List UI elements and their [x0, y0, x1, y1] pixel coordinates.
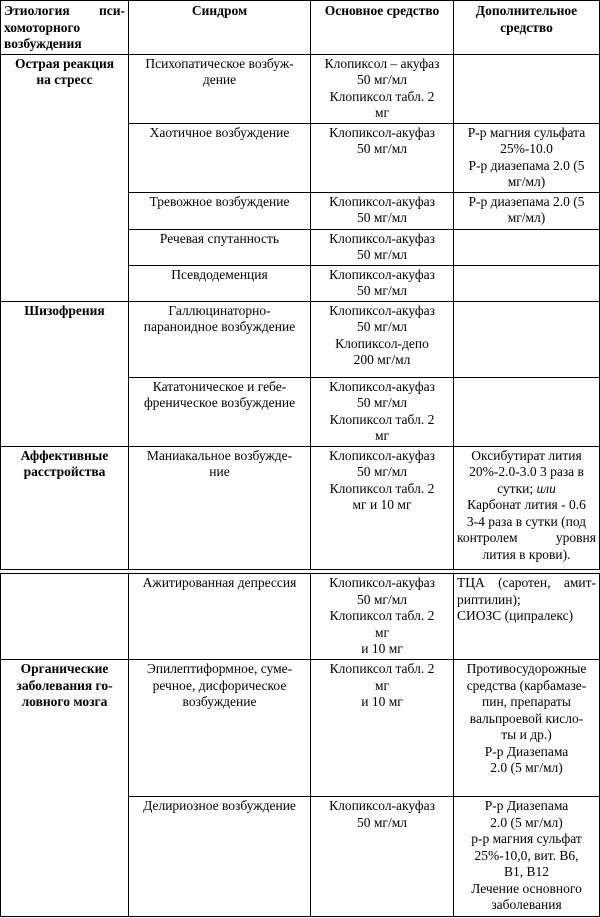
syndrome-cell: Речевая спутанность — [129, 229, 311, 265]
syndrome-cell: Ажитированная депрессия — [129, 574, 311, 660]
etiology-acute-stress: Острая реакция на стресс — [1, 54, 129, 301]
table-row — [1, 446, 600, 569]
extra-agent-cell — [454, 377, 600, 446]
main-agent-cell: Клопиксол-акуфаз 50 мг/мл — [311, 229, 454, 265]
header-extra-agent: Дополнительное средство — [454, 1, 600, 55]
header-etiology: Этиология пси- хомоторного возбуждения — [1, 1, 129, 55]
syndrome-cell: Псевдодеменция — [129, 265, 311, 301]
table-row — [1, 301, 600, 377]
syndrome-cell: Галлюцинаторно- параноидное возбуждение — [129, 301, 311, 377]
syndrome-cell: Делириозное возбуждение — [129, 797, 311, 917]
main-agent-cell: Клопиксол табл. 2 мг и 10 мг — [311, 660, 454, 797]
etiology-affective-continued — [1, 574, 129, 660]
table-row — [1, 660, 600, 797]
main-agent-cell: Клопиксол – акуфаз 50 мг/мл Клопиксол табл. 2 мг — [311, 54, 454, 123]
etiology-affective: Аффективные расстройства — [1, 446, 129, 569]
syndrome-cell: Эпилептиформное, суме- речное, дисфорическое возбуждение — [129, 660, 311, 797]
main-agent-cell: Клопиксол-акуфаз 50 мг/мл Клопиксол табл. 2 мг — [311, 377, 454, 446]
table-row — [1, 54, 600, 123]
extra-agent-cell: Р-р диазепама 2.0 (5 мг/мл) — [454, 192, 600, 229]
syndrome-cell: Маниакальное возбужде- ние — [129, 446, 311, 569]
extra-agent-cell — [454, 229, 600, 265]
syndrome-cell: Тревожное возбуждение — [129, 192, 311, 229]
main-agent-cell: Клопиксол-акуфаз 50 мг/мл — [311, 123, 454, 192]
extra-agent-cell: Р-р магния сульфата 25%-10.0 Р-р диазепама 2.0 (5 мг/мл) — [454, 123, 600, 192]
main-agent-cell: Клопиксол-акуфаз 50 мг/мл — [311, 265, 454, 301]
extra-agent-cell — [454, 265, 600, 301]
main-agent-cell: Клопиксол-акуфаз 50 мг/мл — [311, 797, 454, 917]
main-agent-cell: Клопиксол-акуфаз 50 мг/мл Клопиксол табл. 2 мг и 10 мг — [311, 446, 454, 569]
extra-agent-cell: Р-р Диазепама 2.0 (5 мг/мл) р-р магния сульфат 25%-10,0, вит. В6, В1, В12 Лечение основного заболевания — [454, 797, 600, 917]
main-agent-cell: Клопиксол-акуфаз 50 мг/мл Клопиксол-депо 200 мг/мл — [311, 301, 454, 377]
extra-agent-cell — [454, 301, 600, 377]
etiology-organic-brain: Органические заболевания го- ловного мозга — [1, 660, 129, 917]
treatment-table-part-2 — [0, 573, 600, 917]
header-main-agent: Основное средство — [311, 1, 454, 55]
extra-agent-cell: ТЦА (саротен, амит- риптилин); СИОЗС (ципралекс) — [454, 574, 600, 660]
syndrome-cell: Психопатическое возбуж- дение — [129, 54, 311, 123]
extra-agent-cell: Оксибутират лития 20%-2.0-3.0 3 раза в сутки; или Карбонат лития - 0.6 3-4 раза в сутки (под контролем уровня лития в крови). — [454, 446, 600, 569]
extra-agent-cell: Противосудорожные средства (карбамазе- пин, препараты вальпроевой кисло- ты и др.) Р-р Диазепама 2.0 (5 мг/мл) — [454, 660, 600, 797]
header-syndrome: Синдром — [129, 1, 311, 55]
etiology-schizophrenia: Шизофрения — [1, 301, 129, 446]
table-header-row — [1, 1, 600, 55]
syndrome-cell: Кататоническое и гебе- френическое возбуждение — [129, 377, 311, 446]
main-agent-cell: Клопиксол-акуфаз 50 мг/мл — [311, 192, 454, 229]
syndrome-cell: Хаотичное возбуждение — [129, 123, 311, 192]
table-row — [1, 574, 600, 660]
main-agent-cell: Клопиксол-акуфаз 50 мг/мл Клопиксол табл. 2 мг и 10 мг — [311, 574, 454, 660]
extra-agent-cell — [454, 54, 600, 123]
